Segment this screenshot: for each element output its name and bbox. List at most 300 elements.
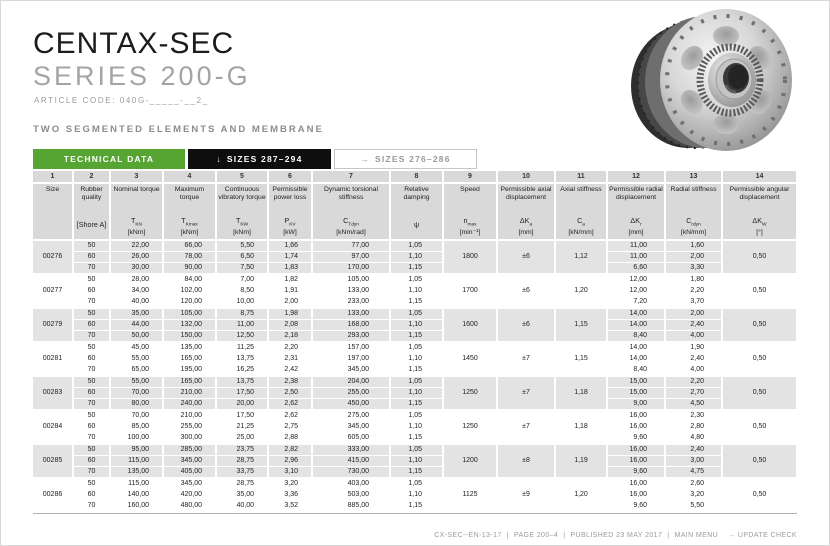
cell-power-loss: 3,36	[268, 490, 312, 501]
cell-radial-displacement: 9,60	[607, 501, 665, 513]
cell-shore: 60	[73, 354, 110, 365]
col-number-6: 6	[268, 171, 312, 183]
cell-nominal-torque: 26,00	[110, 252, 163, 263]
cell-axial-displacement: ±9	[497, 478, 555, 512]
cell-angular-displacement: 0,50	[722, 274, 797, 308]
cell-maximum-torque: 345,00	[163, 456, 216, 467]
cell-radial-displacement: 14,00	[607, 308, 665, 320]
cell-axial-stiffness: 1,15	[555, 342, 607, 376]
cell-shore: 70	[73, 467, 110, 479]
cell-radial-stiffness: 2,00	[665, 308, 722, 320]
cell-torsional-stiffness: 333,00	[312, 444, 390, 456]
col-number-4: 4	[163, 171, 216, 183]
cell-shore: 60	[73, 456, 110, 467]
cell-axial-stiffness: 1,20	[555, 478, 607, 512]
cell-radial-displacement: 15,00	[607, 376, 665, 388]
cell-relative-damping: 1,05	[390, 274, 443, 286]
cell-nominal-torque: 100,00	[110, 433, 163, 445]
cell-relative-damping: 1,10	[390, 490, 443, 501]
cell-relative-damping: 1,15	[390, 331, 443, 343]
cell-relative-damping: 1,10	[390, 286, 443, 297]
cell-nominal-torque: 45,00	[110, 342, 163, 354]
cell-shore: 50	[73, 410, 110, 422]
cell-axial-stiffness: 1,15	[555, 308, 607, 342]
cell-angular-displacement: 0,50	[722, 308, 797, 342]
cell-power-loss: 2,20	[268, 342, 312, 354]
cell-radial-displacement: 8,40	[607, 365, 665, 377]
tab-bar	[33, 149, 477, 169]
cell-axial-displacement: ±7	[497, 376, 555, 410]
cell-maximum-torque: 195,00	[163, 365, 216, 377]
cell-shore: 50	[73, 274, 110, 286]
cell-axial-stiffness: 1,19	[555, 444, 607, 478]
cell-radial-displacement: 14,00	[607, 354, 665, 365]
main-menu-link[interactable]: MAIN MENU	[674, 532, 719, 539]
cell-radial-displacement: 12,00	[607, 274, 665, 286]
cell-power-loss: 3,20	[268, 478, 312, 490]
cell-maximum-torque: 480,00	[163, 501, 216, 513]
cell-maximum-torque: 105,00	[163, 308, 216, 320]
col-header-6: Permissible power loss $P_{KV}$ [kW]	[268, 183, 312, 240]
cell-radial-stiffness: 1,80	[665, 274, 722, 286]
cell-relative-damping: 1,10	[390, 320, 443, 331]
cell-maximum-torque: 165,00	[163, 354, 216, 365]
cell-relative-damping: 1,05	[390, 410, 443, 422]
col-number-8: 8	[390, 171, 443, 183]
cell-torsional-stiffness: 157,00	[312, 342, 390, 354]
cell-angular-displacement: 0,50	[722, 478, 797, 512]
cell-torsional-stiffness: 233,00	[312, 297, 390, 309]
cell-power-loss: 2,62	[268, 410, 312, 422]
cell-vibratory-torque: 5,50	[216, 240, 268, 252]
cell-angular-displacement: 0,50	[722, 410, 797, 444]
col-header-12: Permissible radial displacement $\Delta K_r$ [mm]	[607, 183, 665, 240]
cell-power-loss: 2,00	[268, 297, 312, 309]
cell-maximum-torque: 420,00	[163, 490, 216, 501]
footer: CX-SEC--EN-13-17 | PAGE 200–4 | PUBLISHED 23 MAY 2017 | MAIN MENU → UPDATE CHECK	[434, 532, 797, 539]
cell-size: 00284	[33, 410, 73, 444]
cell-torsional-stiffness: 197,00	[312, 354, 390, 365]
cell-radial-stiffness: 4,75	[665, 467, 722, 479]
cell-vibratory-torque: 7,50	[216, 263, 268, 275]
cell-shore: 70	[73, 399, 110, 411]
cell-radial-displacement: 16,00	[607, 478, 665, 490]
cell-size: 00283	[33, 376, 73, 410]
cell-radial-stiffness: 2,40	[665, 354, 722, 365]
series-subtitle: SERIES 200-G	[33, 61, 251, 91]
cell-relative-damping: 1,05	[390, 478, 443, 490]
column-header-row	[33, 183, 797, 240]
technical-data-table	[33, 171, 797, 514]
cell-torsional-stiffness: 605,00	[312, 433, 390, 445]
cell-torsional-stiffness: 255,00	[312, 388, 390, 399]
cell-axial-stiffness: 1,20	[555, 274, 607, 308]
cell-torsional-stiffness: 345,00	[312, 365, 390, 377]
cell-vibratory-torque: 33,75	[216, 467, 268, 479]
cell-size: 00276	[33, 240, 73, 274]
cell-vibratory-torque: 7,00	[216, 274, 268, 286]
cell-nominal-torque: 115,00	[110, 478, 163, 490]
cell-maximum-torque: 210,00	[163, 388, 216, 399]
cell-torsional-stiffness: 133,00	[312, 308, 390, 320]
cell-vibratory-torque: 25,00	[216, 433, 268, 445]
cell-relative-damping: 1,05	[390, 240, 443, 252]
cell-radial-displacement: 11,00	[607, 252, 665, 263]
cell-relative-damping: 1,10	[390, 422, 443, 433]
cell-angular-displacement: 0,50	[722, 444, 797, 478]
col-number-1: 1	[33, 171, 73, 183]
cell-relative-damping: 1,15	[390, 501, 443, 513]
col-number-7: 7	[312, 171, 390, 183]
cell-radial-displacement: 16,00	[607, 456, 665, 467]
cell-torsional-stiffness: 293,00	[312, 331, 390, 343]
cell-nominal-torque: 70,00	[110, 388, 163, 399]
cell-shore: 70	[73, 297, 110, 309]
cell-speed: 1200	[443, 444, 497, 478]
cell-radial-stiffness: 2,40	[665, 320, 722, 331]
col-number-12: 12	[607, 171, 665, 183]
cell-maximum-torque: 255,00	[163, 422, 216, 433]
cell-radial-displacement: 12,00	[607, 286, 665, 297]
cell-relative-damping: 1,10	[390, 252, 443, 263]
document-code: CX-SEC--EN-13-17	[434, 532, 502, 539]
cell-maximum-torque: 150,00	[163, 331, 216, 343]
cell-vibratory-torque: 28,75	[216, 456, 268, 467]
cell-axial-displacement: ±7	[497, 342, 555, 376]
cell-nominal-torque: 44,00	[110, 320, 163, 331]
cell-relative-damping: 1,10	[390, 354, 443, 365]
tab-technical-data[interactable]: TECHNICAL DATA	[33, 149, 185, 169]
cell-maximum-torque: 345,00	[163, 478, 216, 490]
cell-torsional-stiffness: 403,00	[312, 478, 390, 490]
cell-relative-damping: 1,15	[390, 399, 443, 411]
col-header-2: Rubber quality [Shore A]	[73, 183, 110, 240]
cell-relative-damping: 1,05	[390, 342, 443, 354]
cell-radial-stiffness: 2,20	[665, 376, 722, 388]
cell-power-loss: 3,52	[268, 501, 312, 513]
cell-relative-damping: 1,15	[390, 365, 443, 377]
cell-power-loss: 2,38	[268, 376, 312, 388]
cell-power-loss: 2,42	[268, 365, 312, 377]
cell-torsional-stiffness: 168,00	[312, 320, 390, 331]
cell-speed: 1250	[443, 376, 497, 410]
cell-torsional-stiffness: 275,00	[312, 410, 390, 422]
cell-nominal-torque: 95,00	[110, 444, 163, 456]
cell-torsional-stiffness: 450,00	[312, 399, 390, 411]
col-number-3: 3	[110, 171, 163, 183]
cell-size: 00281	[33, 342, 73, 376]
cell-vibratory-torque: 12,50	[216, 331, 268, 343]
cell-vibratory-torque: 35,00	[216, 490, 268, 501]
cell-angular-displacement: 0,50	[722, 240, 797, 274]
cell-radial-stiffness: 3,70	[665, 297, 722, 309]
cell-size: 00277	[33, 274, 73, 308]
cell-maximum-torque: 210,00	[163, 410, 216, 422]
cell-nominal-torque: 85,00	[110, 422, 163, 433]
col-header-14: Permissible angular displacement $\Delta K_W$ [°]	[722, 183, 797, 240]
cell-radial-displacement: 15,00	[607, 388, 665, 399]
cell-torsional-stiffness: 170,00	[312, 263, 390, 275]
column-number-row	[33, 171, 797, 183]
cell-radial-stiffness: 2,00	[665, 252, 722, 263]
cell-radial-stiffness: 4,00	[665, 331, 722, 343]
cell-nominal-torque: 135,00	[110, 467, 163, 479]
cell-shore: 60	[73, 320, 110, 331]
cell-vibratory-torque: 21,25	[216, 422, 268, 433]
col-header-8: Relative damping ψ	[390, 183, 443, 240]
cell-maximum-torque: 135,00	[163, 342, 216, 354]
cell-nominal-torque: 65,00	[110, 365, 163, 377]
cell-axial-displacement: ±6	[497, 308, 555, 342]
cell-relative-damping: 1,15	[390, 263, 443, 275]
published-date: PUBLISHED 23 MAY 2017	[570, 532, 663, 539]
cell-relative-damping: 1,15	[390, 467, 443, 479]
cell-nominal-torque: 80,00	[110, 399, 163, 411]
cell-radial-stiffness: 4,50	[665, 399, 722, 411]
cell-vibratory-torque: 11,25	[216, 342, 268, 354]
tab-sizes-287-294[interactable]: ↓ SIZES 287–294	[188, 149, 331, 169]
cell-maximum-torque: 240,00	[163, 399, 216, 411]
cell-radial-displacement: 9,60	[607, 433, 665, 445]
cell-maximum-torque: 102,00	[163, 286, 216, 297]
update-check-link[interactable]: → UPDATE CHECK	[728, 532, 797, 539]
cell-torsional-stiffness: 77,00	[312, 240, 390, 252]
cell-size: 00286	[33, 478, 73, 512]
article-code: ARTICLE CODE: 040G-_____-__2_	[34, 96, 209, 105]
cell-relative-damping: 1,05	[390, 376, 443, 388]
col-header-11: Axial stiffness $C_a$ [kN/mm]	[555, 183, 607, 240]
cell-nominal-torque: 22,00	[110, 240, 163, 252]
cell-vibratory-torque: 8,50	[216, 286, 268, 297]
cell-radial-displacement: 16,00	[607, 410, 665, 422]
col-number-9: 9	[443, 171, 497, 183]
col-number-5: 5	[216, 171, 268, 183]
page-title: CENTAX-SEC	[33, 27, 235, 60]
cell-nominal-torque: 40,00	[110, 297, 163, 309]
cell-shore: 70	[73, 263, 110, 275]
cell-vibratory-torque: 11,00	[216, 320, 268, 331]
cell-radial-stiffness: 4,00	[665, 365, 722, 377]
cell-size: 00279	[33, 308, 73, 342]
cell-shore: 50	[73, 444, 110, 456]
cell-relative-damping: 1,05	[390, 308, 443, 320]
cell-nominal-torque: 70,00	[110, 410, 163, 422]
cell-power-loss: 2,96	[268, 456, 312, 467]
cell-torsional-stiffness: 345,00	[312, 422, 390, 433]
cell-radial-stiffness: 3,00	[665, 456, 722, 467]
cell-speed: 1700	[443, 274, 497, 308]
cell-maximum-torque: 84,00	[163, 274, 216, 286]
cell-axial-displacement: ±6	[497, 274, 555, 308]
cell-axial-displacement: ±6	[497, 240, 555, 274]
cell-radial-displacement: 14,00	[607, 342, 665, 354]
cell-torsional-stiffness: 503,00	[312, 490, 390, 501]
col-number-14: 14	[722, 171, 797, 183]
cell-shore: 60	[73, 422, 110, 433]
cell-vibratory-torque: 13,75	[216, 376, 268, 388]
cell-relative-damping: 1,05	[390, 444, 443, 456]
cell-maximum-torque: 405,00	[163, 467, 216, 479]
cell-relative-damping: 1,15	[390, 297, 443, 309]
cell-nominal-torque: 140,00	[110, 490, 163, 501]
cell-relative-damping: 1,10	[390, 388, 443, 399]
cell-nominal-torque: 35,00	[110, 308, 163, 320]
cell-maximum-torque: 78,00	[163, 252, 216, 263]
cell-power-loss: 2,31	[268, 354, 312, 365]
cell-radial-displacement: 14,00	[607, 320, 665, 331]
cell-shore: 50	[73, 376, 110, 388]
cell-vibratory-torque: 6,50	[216, 252, 268, 263]
cell-radial-displacement: 9,60	[607, 467, 665, 479]
cell-shore: 60	[73, 388, 110, 399]
cell-radial-stiffness: 2,60	[665, 478, 722, 490]
col-header-13: Radial stiffness $C_{rdyn}$ [kN/mm]	[665, 183, 722, 240]
cell-nominal-torque: 50,00	[110, 331, 163, 343]
tab-sizes-276-286[interactable]: → SIZES 276–286	[334, 149, 477, 169]
cell-radial-displacement: 7,20	[607, 297, 665, 309]
cell-power-loss: 1,83	[268, 263, 312, 275]
cell-power-loss: 2,18	[268, 331, 312, 343]
cell-shore: 50	[73, 478, 110, 490]
cell-radial-stiffness: 2,40	[665, 444, 722, 456]
page-number: PAGE 200–4	[513, 532, 559, 539]
cell-vibratory-torque: 10,00	[216, 297, 268, 309]
col-number-13: 13	[665, 171, 722, 183]
cell-vibratory-torque: 17,50	[216, 388, 268, 399]
cell-radial-displacement: 9,00	[607, 399, 665, 411]
cell-power-loss: 1,91	[268, 286, 312, 297]
col-header-4: Maximum torque $T_{Kmax}$ [kNm]	[163, 183, 216, 240]
cell-radial-displacement: 16,00	[607, 444, 665, 456]
col-header-7: Dynamic torsional stiffness $C_{Tdyn}$ [kNm/rad]	[312, 183, 390, 240]
cell-nominal-torque: 30,00	[110, 263, 163, 275]
cell-radial-displacement: 16,00	[607, 490, 665, 501]
cell-axial-displacement: ±7	[497, 410, 555, 444]
cell-torsional-stiffness: 97,00	[312, 252, 390, 263]
cell-axial-stiffness: 1,12	[555, 240, 607, 274]
cell-shore: 70	[73, 501, 110, 513]
cell-angular-displacement: 0,50	[722, 342, 797, 376]
cell-maximum-torque: 120,00	[163, 297, 216, 309]
cell-speed: 1800	[443, 240, 497, 274]
cell-radial-stiffness: 4,80	[665, 433, 722, 445]
cell-shore: 70	[73, 331, 110, 343]
cell-radial-stiffness: 3,20	[665, 490, 722, 501]
cell-power-loss: 1,82	[268, 274, 312, 286]
cell-nominal-torque: 55,00	[110, 376, 163, 388]
cell-radial-displacement: 16,00	[607, 422, 665, 433]
col-header-10: Permissible axial displacement $\Delta K_a$ [mm]	[497, 183, 555, 240]
cell-power-loss: 1,98	[268, 308, 312, 320]
cell-axial-stiffness: 1,18	[555, 376, 607, 410]
cell-torsional-stiffness: 105,00	[312, 274, 390, 286]
cell-shore: 60	[73, 490, 110, 501]
cell-axial-displacement: ±8	[497, 444, 555, 478]
cell-shore: 70	[73, 365, 110, 377]
cell-torsional-stiffness: 415,00	[312, 456, 390, 467]
cell-radial-stiffness: 2,30	[665, 410, 722, 422]
cell-axial-stiffness: 1,18	[555, 410, 607, 444]
cell-nominal-torque: 34,00	[110, 286, 163, 297]
cell-torsional-stiffness: 204,00	[312, 376, 390, 388]
cell-power-loss: 1,74	[268, 252, 312, 263]
cell-power-loss: 2,75	[268, 422, 312, 433]
cell-vibratory-torque: 8,75	[216, 308, 268, 320]
cell-vibratory-torque: 28,75	[216, 478, 268, 490]
col-header-9: Speed $n_{max}$ [min⁻¹]	[443, 183, 497, 240]
cell-maximum-torque: 285,00	[163, 444, 216, 456]
cell-nominal-torque: 160,00	[110, 501, 163, 513]
cell-power-loss: 2,88	[268, 433, 312, 445]
cell-speed: 1250	[443, 410, 497, 444]
col-number-2: 2	[73, 171, 110, 183]
cell-radial-stiffness: 1,90	[665, 342, 722, 354]
cell-nominal-torque: 28,00	[110, 274, 163, 286]
cell-radial-stiffness: 3,30	[665, 263, 722, 275]
coupling-product-image	[610, 4, 822, 166]
cell-speed: 1125	[443, 478, 497, 512]
cell-size: 00285	[33, 444, 73, 478]
cell-maximum-torque: 66,00	[163, 240, 216, 252]
cell-relative-damping: 1,15	[390, 433, 443, 445]
col-header-5: Continuous vibratory torque $T_{KW}$ [kNm]	[216, 183, 268, 240]
cell-nominal-torque: 115,00	[110, 456, 163, 467]
cell-maximum-torque: 90,00	[163, 263, 216, 275]
cell-shore: 60	[73, 286, 110, 297]
cell-relative-damping: 1,10	[390, 456, 443, 467]
cell-power-loss: 3,10	[268, 467, 312, 479]
cell-maximum-torque: 165,00	[163, 376, 216, 388]
cell-speed: 1600	[443, 308, 497, 342]
cell-radial-stiffness: 5,50	[665, 501, 722, 513]
cell-vibratory-torque: 17,50	[216, 410, 268, 422]
cell-maximum-torque: 132,00	[163, 320, 216, 331]
cell-power-loss: 1,66	[268, 240, 312, 252]
cell-vibratory-torque: 23,75	[216, 444, 268, 456]
col-number-10: 10	[497, 171, 555, 183]
cell-radial-stiffness: 2,20	[665, 286, 722, 297]
cell-vibratory-torque: 16,25	[216, 365, 268, 377]
cell-radial-stiffness: 1,60	[665, 240, 722, 252]
cell-power-loss: 2,50	[268, 388, 312, 399]
section-heading: TWO SEGMENTED ELEMENTS AND MEMBRANE	[33, 124, 324, 135]
cell-shore: 50	[73, 342, 110, 354]
cell-torsional-stiffness: 730,00	[312, 467, 390, 479]
col-header-3: Nominal torque $T_{KN}$ [kNm]	[110, 183, 163, 240]
cell-power-loss: 2,08	[268, 320, 312, 331]
cell-radial-stiffness: 2,80	[665, 422, 722, 433]
cell-radial-displacement: 6,60	[607, 263, 665, 275]
cell-shore: 60	[73, 252, 110, 263]
cell-speed: 1450	[443, 342, 497, 376]
cell-power-loss: 2,82	[268, 444, 312, 456]
cell-angular-displacement: 0,50	[722, 376, 797, 410]
cell-shore: 50	[73, 308, 110, 320]
cell-shore: 70	[73, 433, 110, 445]
cell-shore: 50	[73, 240, 110, 252]
cell-nominal-torque: 55,00	[110, 354, 163, 365]
cell-maximum-torque: 300,00	[163, 433, 216, 445]
cell-power-loss: 2,62	[268, 399, 312, 411]
cell-radial-stiffness: 2,70	[665, 388, 722, 399]
col-number-11: 11	[555, 171, 607, 183]
right-arrow-icon: →	[360, 154, 371, 164]
cell-radial-displacement: 8,40	[607, 331, 665, 343]
cell-torsional-stiffness: 133,00	[312, 286, 390, 297]
cell-radial-displacement: 11,00	[607, 240, 665, 252]
col-header-1: Size	[33, 183, 73, 240]
cell-vibratory-torque: 20,00	[216, 399, 268, 411]
